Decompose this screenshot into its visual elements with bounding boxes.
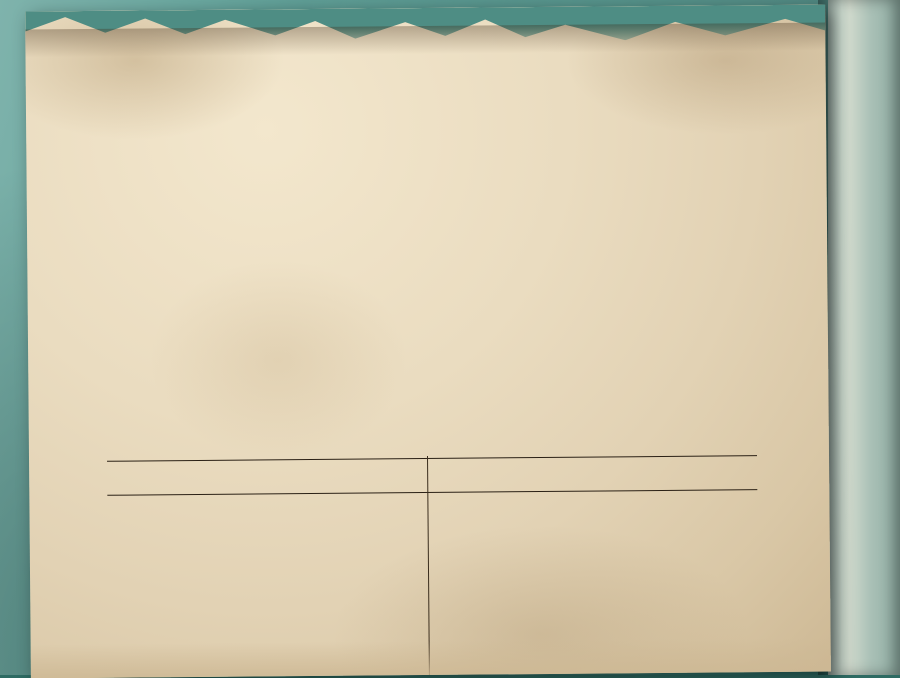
subscription-rates xyxy=(606,112,781,114)
single-copy-price xyxy=(606,112,781,114)
masthead-credits xyxy=(115,423,755,455)
logo-title-main xyxy=(241,103,591,106)
masthead-left-notes xyxy=(112,113,262,127)
credit-slogan xyxy=(115,427,285,428)
logo-year xyxy=(241,129,591,132)
issues-per-year xyxy=(606,112,781,114)
article-headline xyxy=(447,459,747,462)
office-address xyxy=(606,112,781,114)
masthead-left-signature xyxy=(114,381,274,382)
notice-line-2 xyxy=(606,112,781,114)
masthead-logo xyxy=(241,103,593,356)
credit-motto xyxy=(575,423,755,425)
masthead xyxy=(26,51,829,398)
logo-title-sub xyxy=(241,129,591,132)
credit-chief-writer xyxy=(445,425,565,426)
paper-stain xyxy=(330,522,752,678)
motto-line xyxy=(606,112,781,114)
notices-heading xyxy=(606,112,781,114)
adjacent-page-edge xyxy=(828,0,900,675)
subscription-heading xyxy=(606,103,781,105)
newspaper-page xyxy=(25,5,831,678)
bottom-fade xyxy=(31,637,831,678)
notice-line-1 xyxy=(606,112,781,114)
left-note-4 xyxy=(112,126,262,127)
left-note-1 xyxy=(112,113,262,114)
left-note-2 xyxy=(112,126,262,127)
left-note-3 xyxy=(112,126,262,127)
masthead-right-notes xyxy=(606,103,781,114)
credit-owner-editor xyxy=(315,426,435,427)
